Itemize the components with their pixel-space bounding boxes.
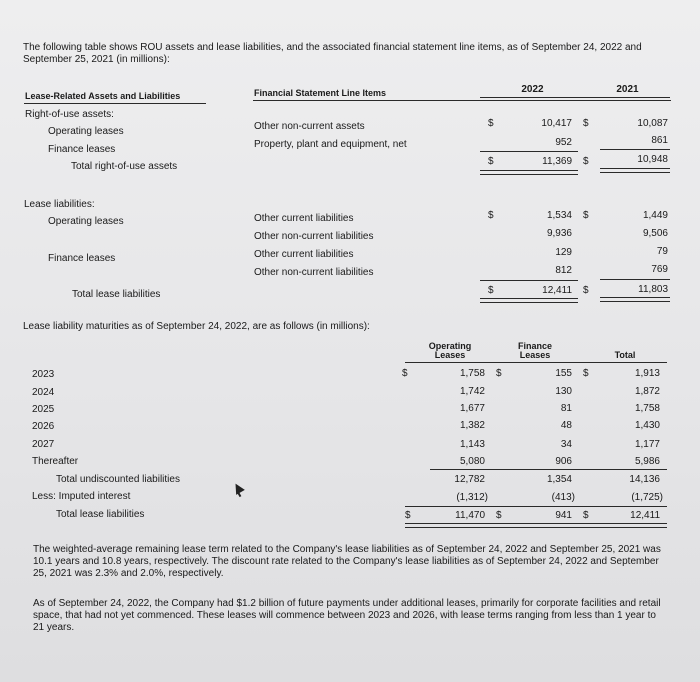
dollar-sign: $ bbox=[496, 510, 502, 521]
header-2022: 2022 bbox=[521, 84, 544, 95]
fin-value: 48 bbox=[560, 420, 572, 431]
op-value: 12,782 bbox=[454, 474, 485, 485]
fin-value: 130 bbox=[555, 386, 572, 397]
total-value: 1,758 bbox=[634, 403, 660, 414]
header-operating-leases-line2: Leases bbox=[434, 350, 466, 360]
dollar-sign: $ bbox=[488, 210, 494, 221]
header-rule-years bbox=[480, 97, 670, 98]
total-double-rule bbox=[480, 170, 578, 175]
op-value: 1,677 bbox=[459, 403, 485, 414]
fin-value: 906 bbox=[555, 456, 572, 467]
ll-op-current-2021: 1,449 bbox=[642, 210, 668, 221]
row-label: Thereafter bbox=[32, 456, 79, 467]
fin-value: 34 bbox=[560, 439, 572, 450]
header-rule-col1 bbox=[24, 103, 206, 104]
rou-total-label: Total right-of-use assets bbox=[71, 161, 178, 172]
row-label: 2023 bbox=[32, 369, 55, 380]
op-value: 1,758 bbox=[459, 368, 485, 379]
rou-op-2021: 10,087 bbox=[637, 118, 668, 129]
total-value: 1,872 bbox=[634, 386, 660, 397]
header-lease-related: Lease-Related Assets and Liabilities bbox=[25, 91, 181, 101]
ll-operating-label: Operating leases bbox=[48, 216, 124, 227]
weighted-average-paragraph: The weighted-average remaining lease term related to the Company's lease liabilities as of September 24, 2022 and September 25, 2021 was 10.1 years and 10.8 years, respectively. The discount rate related to the Company's lease liabilities as of September 24, 2022 and September 25, 2021 was 2.3% and 2.0%, respectively. bbox=[33, 544, 661, 579]
header-rule-main bbox=[253, 100, 671, 101]
ll-op-noncurrent-2022: 9,936 bbox=[546, 228, 572, 239]
op-value: (1,312) bbox=[456, 492, 488, 503]
total-value: 1,430 bbox=[634, 420, 660, 431]
subtotal-rule bbox=[480, 151, 578, 152]
total-value: 1,913 bbox=[634, 368, 660, 379]
total-value: (1,725) bbox=[631, 492, 663, 503]
line-ppe: Property, plant and equipment, net bbox=[254, 139, 407, 150]
ll-fin-noncurrent-2022: 812 bbox=[555, 265, 572, 276]
op-value: 11,470 bbox=[455, 510, 485, 521]
fin-value: 941 bbox=[555, 510, 572, 521]
ll-total-2022: 12,411 bbox=[542, 285, 572, 296]
header-operating-leases-line1: Operating bbox=[428, 341, 472, 351]
ll-heading: Lease liabilities: bbox=[24, 199, 95, 210]
line-other-current-liabilities: Other current liabilities bbox=[254, 213, 354, 224]
ll-fin-current-2021: 79 bbox=[656, 246, 668, 257]
maturities-heading: Lease liability maturities as of September 24, 2022, are as follows (in millions): bbox=[23, 321, 370, 332]
rou-total-2021: 10,948 bbox=[637, 154, 668, 165]
dollar-sign: $ bbox=[583, 510, 589, 521]
row-label: 2027 bbox=[32, 439, 55, 450]
row-label: 2025 bbox=[32, 404, 55, 415]
row-label: 2026 bbox=[32, 421, 55, 432]
header-2021: 2021 bbox=[616, 84, 639, 95]
ll-total-2021: 11,803 bbox=[638, 284, 668, 295]
row-label: Total lease liabilities bbox=[56, 509, 145, 520]
header-line-items: Financial Statement Line Items bbox=[254, 88, 387, 98]
line-other-noncurrent-liabilities: Other non-current liabilities bbox=[254, 231, 374, 242]
ll-op-current-2022: 1,534 bbox=[546, 210, 572, 221]
dollar-sign: $ bbox=[488, 285, 494, 296]
subtotal-rule bbox=[600, 149, 670, 150]
dollar-sign: $ bbox=[405, 510, 411, 521]
row-label: 2024 bbox=[32, 387, 55, 398]
ll-fin-current-2022: 129 bbox=[555, 247, 572, 258]
line-other-noncurrent-liabilities: Other non-current liabilities bbox=[254, 267, 374, 278]
op-value: 1,143 bbox=[459, 439, 485, 450]
total-double-rule bbox=[600, 168, 670, 173]
header-total: Total bbox=[614, 350, 636, 360]
line-noncurrent-assets: Other non-current assets bbox=[254, 121, 365, 132]
dollar-sign: $ bbox=[488, 156, 494, 167]
total-double-rule bbox=[405, 523, 667, 528]
rou-op-2022: 10,417 bbox=[541, 118, 572, 129]
op-value: 5,080 bbox=[459, 456, 485, 467]
dollar-sign: $ bbox=[583, 156, 589, 167]
fin-value: 1,354 bbox=[546, 474, 572, 485]
row-label: Total undiscounted liabilities bbox=[56, 474, 180, 485]
subtotal-rule bbox=[600, 279, 670, 280]
rou-operating-label: Operating leases bbox=[48, 126, 124, 137]
total-double-rule bbox=[480, 298, 578, 303]
dollar-sign: $ bbox=[583, 285, 589, 296]
dollar-sign: $ bbox=[583, 118, 589, 129]
dollar-sign: $ bbox=[488, 118, 494, 129]
rou-fin-2022: 952 bbox=[555, 137, 572, 148]
subtotal-rule bbox=[480, 280, 578, 281]
row-label: Less: Imputed interest bbox=[32, 491, 131, 502]
fin-value: 81 bbox=[560, 403, 572, 414]
fin-value: (413) bbox=[551, 492, 575, 503]
ll-fin-noncurrent-2021: 769 bbox=[651, 264, 668, 275]
dollar-sign: $ bbox=[402, 368, 408, 379]
op-value: 1,382 bbox=[459, 420, 485, 431]
header-finance-leases-line2: Leases bbox=[519, 350, 551, 360]
dollar-sign: $ bbox=[583, 210, 589, 221]
subtotal-rule bbox=[430, 469, 667, 470]
ll-op-noncurrent-2021: 9,506 bbox=[642, 228, 668, 239]
total-value: 1,177 bbox=[634, 439, 660, 450]
total-value: 12,411 bbox=[630, 510, 660, 521]
subtotal-rule bbox=[405, 506, 667, 507]
ll-finance-label: Finance leases bbox=[48, 253, 116, 264]
rou-heading: Right-of-use assets: bbox=[25, 109, 114, 120]
dollar-sign: $ bbox=[583, 368, 589, 379]
fin-value: 155 bbox=[555, 368, 572, 379]
rou-fin-2021: 861 bbox=[651, 135, 668, 146]
ll-total-label: Total lease liabilities bbox=[72, 289, 161, 300]
future-payments-paragraph: As of September 24, 2022, the Company had $1.2 billion of future payments under additional leases, primarily for corporate facilities and retail space, that had not yet commenced. These leases will commence between 2023 and 2026, with lease terms ranging from less than 1 year to 21 years. bbox=[33, 598, 661, 633]
total-double-rule bbox=[600, 297, 670, 302]
op-value: 1,742 bbox=[459, 386, 485, 397]
dollar-sign: $ bbox=[496, 368, 502, 379]
total-value: 5,986 bbox=[634, 456, 660, 467]
intro-paragraph: The following table shows ROU assets and lease liabilities, and the associated financial statement line items, as of September 24, 2022 and September 25, 2021 (in millions): bbox=[23, 42, 642, 65]
maturity-header-rule bbox=[405, 362, 667, 363]
header-finance-leases-line1: Finance bbox=[517, 341, 552, 351]
line-other-current-liabilities: Other current liabilities bbox=[254, 249, 354, 260]
rou-finance-label: Finance leases bbox=[48, 144, 116, 155]
total-value: 14,136 bbox=[629, 474, 660, 485]
rou-total-2022: 11,369 bbox=[542, 156, 572, 167]
